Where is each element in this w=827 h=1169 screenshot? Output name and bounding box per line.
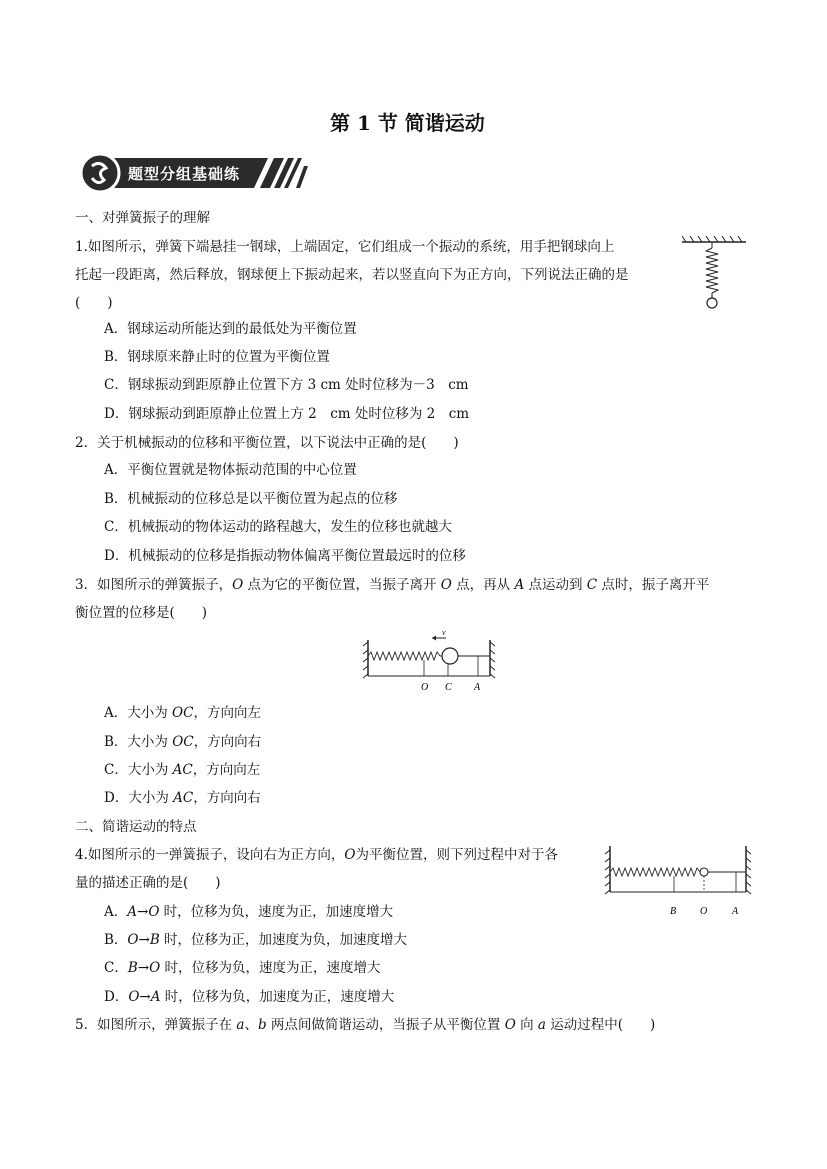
q1-option-d: D．钢球振动到距原静止位置上方 2 cm 处时位移为 2 cm [104, 406, 470, 422]
q3-line1: 3．如图所示的弹簧振子，O 点为它的平衡位置，当振子离开 O 点，再从 A 点运动到 C 点时，振子离开平 [75, 577, 710, 593]
q2-option-d: D．机械振动的位移是指振动物体偏离平衡位置最远时的位移 [104, 548, 466, 564]
q1-line2: 托起一段距离，然后释放，钢球便上下振动起来，若以竖直向下为正方向，下列说法正确的是 [75, 267, 629, 283]
q3-label-c: C [445, 682, 452, 693]
q4-line2: 量的描述正确的是( ) [75, 875, 221, 891]
q2-option-c: C．机械振动的物体运动的路程越大，发生的位移也就越大 [104, 519, 452, 535]
q1-option-c: C．钢球振动到距原静止位置下方 3 cm 处时位移为－3 cm [104, 377, 469, 393]
q3-option-b: B．大小为 OC，方向向右 [104, 734, 262, 750]
q1-figure-hanging-spring [682, 236, 746, 312]
q4-label-b: B [670, 906, 677, 917]
q1-line1: 1.如图所示，弹簧下端悬挂一钢球，上端固定，它们组成一个振动的系统，用手把钢球向上 [75, 239, 615, 255]
q4-option-c: C．B→O 时，位移为负，速度为正，速度增大 [104, 960, 381, 976]
q1-option-b: B．钢球原来静止时的位置为平衡位置 [104, 349, 330, 365]
q4-option-b: B．O→B 时，位移为正，加速度为负，加速度增大 [104, 932, 408, 948]
q1-option-a: A．钢球运动所能达到的最低处为平衡位置 [104, 321, 357, 337]
page-title: 第 1 节 简谐运动 [330, 111, 485, 135]
section-banner [78, 152, 308, 194]
q3-option-a: A．大小为 OC，方向向左 [104, 705, 261, 721]
q2-line1: 2．关于机械振动的位移和平衡位置，以下说法中正确的是( ) [75, 435, 459, 451]
q2-option-a: A．平衡位置就是物体振动范围的中心位置 [104, 462, 357, 478]
q5-line1: 5．如图所示，弹簧振子在 a、b 两点间做简谐运动，当振子从平衡位置 O 向 a 运动过程中( ) [75, 1017, 656, 1033]
q4-label-o: O [700, 906, 708, 917]
banner-text: 题型分组基础练 [128, 165, 241, 183]
q1-paren: ( ) [75, 295, 113, 311]
q3-option-d: D．大小为 AC，方向向右 [104, 790, 261, 806]
q4-label-a: A [732, 906, 739, 917]
q4-figure-horizontal-spring [604, 842, 754, 920]
q3-option-c: C．大小为 AC，方向向左 [104, 762, 261, 778]
q4-option-d: D．O→A 时，位移为负，加速度为正，速度增大 [104, 989, 395, 1005]
q3-label-a: A [474, 682, 481, 693]
q4-line1: 4.如图所示的一弹簧振子，设向右为正方向，O为平衡位置，则下列过程中对于各 [75, 847, 558, 863]
q3-figure-horizontal-spring [362, 630, 502, 696]
q2-option-b: B．机械振动的位移总是以平衡位置为起点的位移 [104, 491, 398, 507]
section-heading-2: 二、简谐运动的特点 [75, 819, 197, 835]
q3-label-v: v [442, 630, 446, 637]
q3-line2: 衡位置的位移是( ) [75, 605, 208, 621]
section-heading-1: 一、对弹簧振子的理解 [75, 210, 210, 226]
q3-label-o: O [421, 682, 429, 693]
q4-option-a: A．A→O 时，位移为负，速度为正，加速度增大 [104, 904, 394, 920]
